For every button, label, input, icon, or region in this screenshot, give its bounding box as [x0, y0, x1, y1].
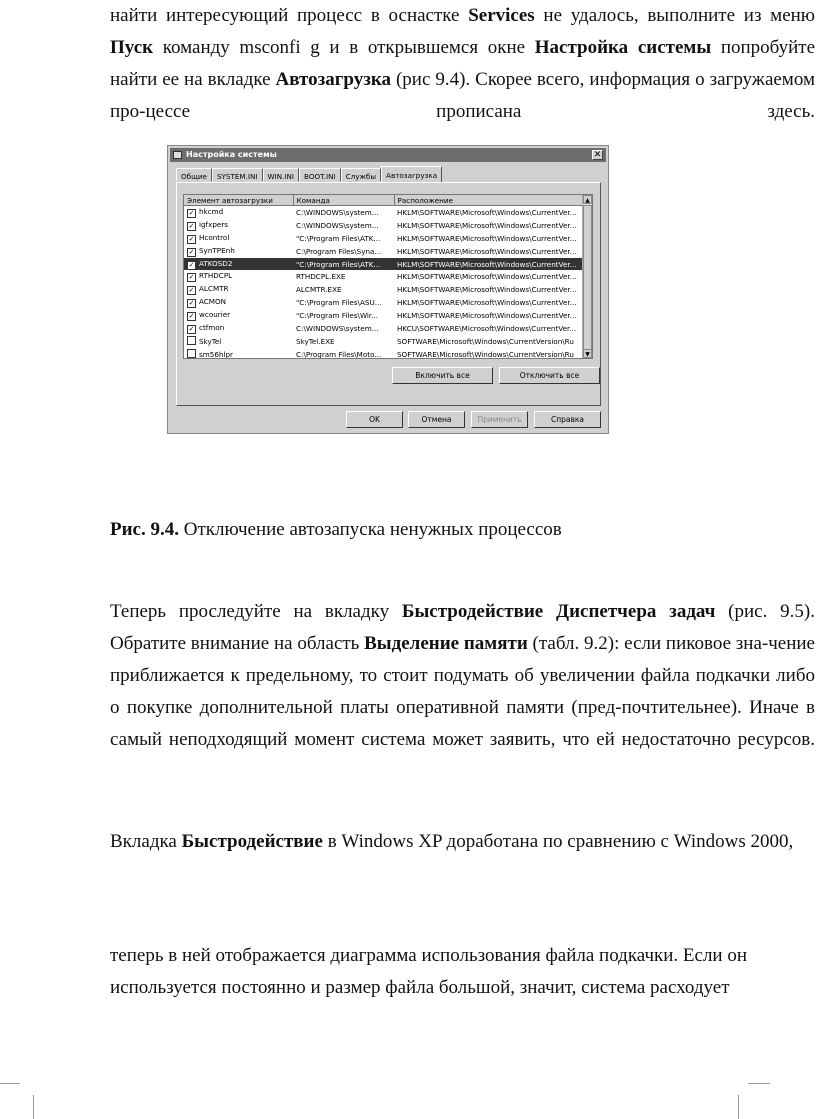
startup-item-cell [184, 258, 293, 271]
location-cell: HKLM\SOFTWARE\Microsoft\Windows\CurrentVer... [397, 233, 577, 243]
tab-bar [176, 166, 442, 182]
startup-item-cell [184, 219, 293, 232]
command-cell: C:\WINDOWS\system... [296, 323, 379, 333]
disable-all-button[interactable]: Отключить все [499, 367, 600, 384]
column-header-command[interactable]: Команда [293, 195, 394, 206]
dialog-titlebar [170, 148, 606, 162]
bold-term: Автозагрузка [275, 69, 391, 90]
text: (рис. 9.5). Обратите внимание на область [110, 601, 815, 654]
location-cell: SOFTWARE\Microsoft\Windows\CurrentVersion\Ru [397, 336, 574, 346]
text: Вкладка [110, 831, 182, 852]
startup-item-name: ALCMTR [199, 284, 229, 294]
command-cell: RTHDCPL.EXE [296, 272, 346, 282]
startup-item-name: sm56hlpr [199, 350, 233, 359]
startup-item-name: ACMON [199, 297, 227, 307]
startup-list [183, 194, 593, 359]
text: Теперь проследуйте на вкладку [110, 601, 402, 622]
location-cell: HKLM\SOFTWARE\Microsoft\Windows\CurrentVer... [397, 272, 577, 282]
startup-item-name: ctfmon [199, 322, 225, 332]
command-cell: "C:\Program Files\ASU... [296, 298, 382, 308]
checkbox[interactable]: ✓ [188, 260, 195, 269]
startup-item-cell [184, 335, 293, 348]
checkbox[interactable]: ✓ [188, 286, 195, 295]
startup-item-name: SynTPEnh [199, 245, 235, 255]
text: найти интересующий процесс в оснастке [110, 5, 469, 26]
table-row[interactable] [184, 245, 584, 258]
startup-item-cell [184, 232, 293, 245]
close-icon[interactable]: ✕ [593, 150, 602, 160]
cancel-button[interactable]: Отмена [408, 411, 465, 428]
column-header-location[interactable]: Расположение [394, 195, 584, 206]
crop-mark [748, 1083, 770, 1084]
checkbox[interactable]: ✓ [188, 247, 195, 256]
vertical-scrollbar[interactable] [582, 195, 592, 358]
location-cell: SOFTWARE\Microsoft\Windows\CurrentVersion\Ru [397, 349, 574, 359]
bold-term: Пуск [110, 37, 154, 58]
tab-general[interactable]: Общие [176, 168, 212, 181]
checkbox[interactable]: ✓ [188, 312, 195, 321]
table-row[interactable] [184, 348, 584, 359]
location-cell: HKLM\SOFTWARE\Microsoft\Windows\CurrentVer... [397, 285, 577, 295]
crop-mark [738, 1095, 739, 1119]
startup-panel [176, 182, 601, 406]
startup-item-name: ATKOSD2 [199, 258, 233, 268]
startup-item-cell [184, 283, 293, 296]
text: команду msconfi g и в открывшемся окне [153, 37, 535, 58]
location-cell: HKLM\SOFTWARE\Microsoft\Windows\CurrentVer... [397, 246, 577, 256]
checkbox[interactable]: ✓ [188, 221, 195, 230]
figure-caption [110, 516, 562, 544]
startup-item-cell [184, 296, 293, 309]
checkbox[interactable]: ✓ [188, 234, 195, 243]
startup-rows [184, 206, 584, 360]
tab-boot-ini[interactable]: BOOT.INI [299, 168, 341, 181]
table-row[interactable] [184, 283, 584, 296]
crop-mark [0, 1083, 20, 1084]
location-cell: HKLM\SOFTWARE\Microsoft\Windows\CurrentVer... [397, 220, 577, 230]
table-row[interactable] [184, 322, 584, 335]
bold-term: Быстродействие Диспетчера задач [401, 601, 716, 622]
bold-term: Выделение памяти [364, 633, 528, 654]
table-row[interactable] [184, 258, 584, 271]
scroll-thumb[interactable] [583, 205, 592, 350]
command-cell: C:\WINDOWS\system... [296, 220, 379, 230]
startup-item-cell [184, 270, 293, 283]
location-cell: HKLM\SOFTWARE\Microsoft\Windows\CurrentVer... [397, 311, 577, 321]
column-header-item[interactable]: Элемент автозагрузки [184, 195, 293, 206]
performance-paragraph [110, 596, 815, 756]
figure-label: Рис. 9.4. [110, 519, 179, 540]
startup-item-name: RTHDCPL [199, 271, 233, 281]
startup-item-name: wcourier [199, 310, 231, 320]
text: (табл. 9.2): если пиковое зна-чение приближается к предельному, то стоит подумать об увеличении файла подкачки либо о покупке дополнительной платы оперативной памяти (пред-почтительнее). Иначе в самый неподходящий момент система может заявить, что ей недостаточно ресурсов. [110, 633, 815, 750]
dialog-title: Настройка системы [186, 150, 277, 159]
app-icon [173, 151, 182, 159]
command-cell: C:\Program Files\Moto... [296, 349, 382, 359]
table-row[interactable] [184, 296, 584, 309]
startup-item-cell [184, 245, 293, 258]
location-cell: HKLM\SOFTWARE\Microsoft\Windows\CurrentVer... [394, 258, 584, 271]
command-cell: ALCMTR.EXE [296, 285, 342, 295]
startup-item-name: SkyTel [199, 337, 222, 347]
table-row[interactable] [184, 270, 584, 283]
text: (рис 9.4). Скорее всего, информация о загружаемом про-цессе прописана здесь. [110, 69, 815, 122]
startup-item-cell [184, 206, 293, 219]
checkbox[interactable] [187, 349, 196, 358]
startup-item-name: igfxpers [199, 219, 229, 229]
command-cell: "C:\Program Files\ATK... [293, 258, 394, 271]
ok-button[interactable]: OK [346, 411, 403, 428]
scroll-up-icon[interactable]: ▲ [583, 195, 592, 204]
msconfig-dialog-figure [167, 145, 609, 434]
command-cell: C:\Program Files\Syna... [296, 246, 382, 256]
text: попробуйте найти ее на вкладке [110, 37, 816, 90]
location-cell: HKCU\SOFTWARE\Microsoft\Windows\CurrentVer... [397, 323, 577, 333]
command-cell: SkyTel.EXE [296, 336, 335, 346]
figure-caption-text: Отключение автозапуска ненужных процессов [179, 519, 562, 540]
text: в Windows XP доработана по сравнению с Windows 2000, [322, 831, 794, 852]
enable-all-button[interactable]: Включить все [392, 367, 493, 384]
text: не удалось, выполните из меню [534, 5, 815, 26]
location-cell: HKLM\SOFTWARE\Microsoft\Windows\CurrentVer... [397, 207, 577, 217]
tab-win-ini[interactable]: WIN.INI [263, 168, 300, 181]
command-cell: "C:\Program Files\ATK... [296, 233, 381, 243]
bold-term: Быстродействие [181, 831, 323, 852]
startup-item-cell [184, 322, 293, 335]
tab-system-ini[interactable]: SYSTEM.INI [212, 168, 263, 181]
startup-item-name: Hcontrol [199, 232, 230, 242]
table-row[interactable] [184, 335, 584, 348]
location-cell: HKLM\SOFTWARE\Microsoft\Windows\CurrentVer... [397, 298, 577, 308]
startup-item-cell [184, 348, 293, 359]
crop-mark [33, 1095, 34, 1119]
scroll-down-icon[interactable]: ▼ [583, 349, 592, 358]
table-row[interactable] [184, 219, 584, 232]
command-cell: C:\WINDOWS\system... [296, 207, 379, 217]
bold-term: Настройка системы [534, 37, 712, 58]
tab-services[interactable]: Службы [341, 168, 381, 181]
command-cell: "C:\Program Files\Wir... [296, 311, 379, 321]
table-row[interactable] [184, 232, 584, 245]
tab-startup[interactable]: Автозагрузка [381, 166, 442, 182]
checkbox[interactable]: ✓ [188, 208, 195, 217]
windows-xp-paragraph [110, 826, 815, 858]
bold-term: Services [468, 5, 535, 26]
pagefile-paragraph [110, 940, 815, 1004]
checkbox[interactable]: ✓ [188, 324, 195, 333]
help-button[interactable]: Справка [534, 411, 601, 428]
checkbox[interactable]: ✓ [188, 273, 195, 282]
intro-paragraph [110, 0, 815, 128]
table-row[interactable] [184, 206, 584, 219]
startup-item-cell [184, 309, 293, 322]
text: теперь в ней отображается диаграмма использования файла подкачки. Если он используется постоянно и размер файла большой, значит, система расходует [110, 945, 748, 998]
checkbox[interactable]: ✓ [188, 299, 195, 308]
checkbox[interactable] [187, 336, 196, 345]
table-row[interactable] [184, 309, 584, 322]
startup-item-name: hkcmd [199, 206, 224, 216]
apply-button[interactable]: Применить [471, 411, 528, 428]
